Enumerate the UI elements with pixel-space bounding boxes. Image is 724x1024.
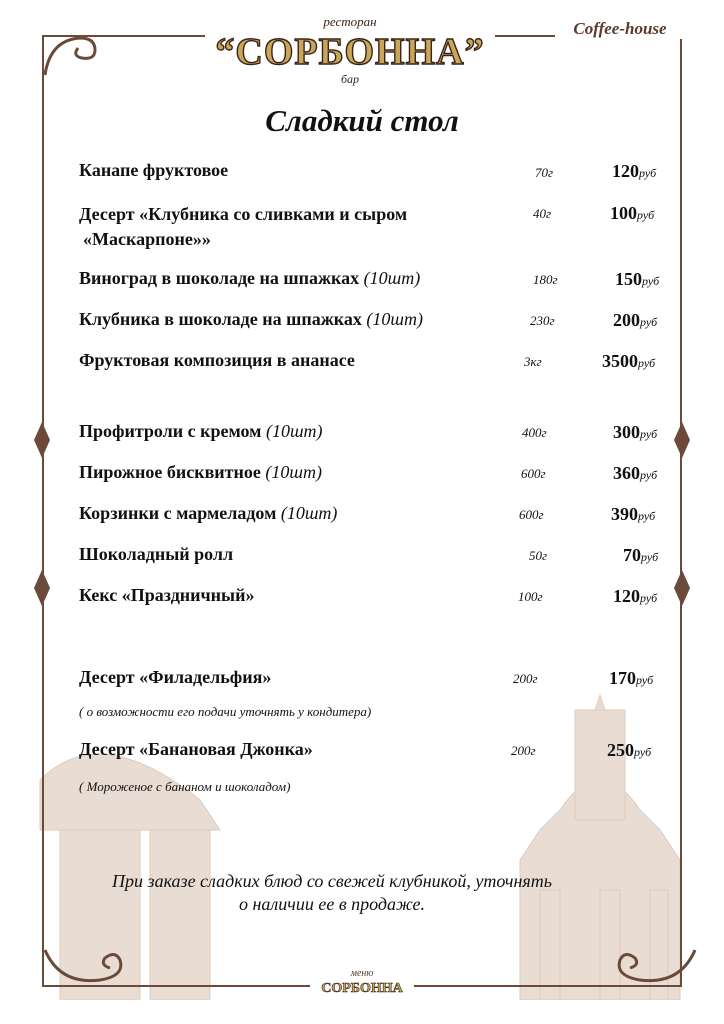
coffee-house-label: Coffee-house [555, 19, 685, 39]
restaurant-logo [205, 14, 495, 84]
menu-item: Профитроли с кремом (10шт) [79, 421, 323, 441]
item-price: 150руб [615, 269, 660, 289]
item-weight: 200г [513, 671, 538, 686]
item-price: 390руб [611, 504, 656, 524]
menu-item: Виноград в шоколаде на шпажках (10шт) [79, 268, 421, 288]
item-price: 70руб [623, 545, 659, 565]
item-price: 360руб [613, 463, 658, 483]
menu-item: Корзинки с мармеладом (10шт) [79, 503, 338, 523]
item-note: ( о возможности его подачи уточнять у кондитера) [79, 704, 372, 719]
item-note: ( Мороженое с бананом и шоколадом) [79, 779, 291, 794]
item-weight: 600г [519, 507, 544, 522]
menu-item: Канапе фруктовое [79, 160, 229, 180]
menu-item: Десерт «Банановая Джонка» [79, 739, 313, 759]
footer-note: При заказе сладких блюд со свежей клубникой, уточнять о наличии ее в продаже. [112, 871, 552, 914]
bottom-right-ornament-icon [590, 940, 700, 995]
item-weight: 100г [518, 589, 543, 604]
logo-bar-word: бар [340, 72, 360, 86]
item-weight: 600г [521, 466, 546, 481]
item-weight: 50г [529, 548, 548, 563]
item-price: 300руб [613, 422, 658, 442]
item-weight: 70г [535, 165, 554, 180]
right-side-ornament-icon [670, 420, 694, 460]
menu-item: Десерт «Филадельфия» [79, 667, 272, 687]
item-price: 250руб [607, 740, 652, 760]
left-side-ornament-icon [30, 420, 54, 460]
left-side-ornament-icon-2 [30, 568, 54, 608]
menu-item: Десерт «Клубника со сливками и сыром «Маскарпоне»» [79, 204, 408, 249]
item-price: 170руб [609, 668, 654, 688]
bottom-logo-name: СОРБОННА [321, 981, 403, 996]
item-weight: 200г [511, 743, 536, 758]
menu-item: Пирожное бисквитное (10шт) [79, 462, 322, 482]
top-left-ornament-icon [40, 30, 100, 80]
bottom-logo-menu-word: меню [350, 968, 374, 979]
page-title: Сладкий стол [265, 103, 459, 138]
menu-item: Кекс «Праздничный» [79, 585, 255, 605]
item-price: 120руб [612, 161, 657, 181]
logo-restaurant-word: ресторан [323, 14, 377, 29]
item-weight: 230г [530, 313, 555, 328]
item-price: 200руб [613, 310, 658, 330]
item-price: 120руб [613, 586, 658, 606]
item-weight: 3кг [524, 354, 542, 369]
bottom-left-ornament-icon [40, 940, 150, 995]
item-price: 100руб [610, 203, 655, 223]
bottom-menu-logo [310, 968, 414, 1004]
item-price: 3500руб [602, 351, 656, 371]
menu-item: Фруктовая композиция в ананасе [79, 350, 355, 370]
menu-item: Шоколадный ролл [79, 544, 234, 564]
right-side-ornament-icon-2 [670, 568, 694, 608]
item-weight: 400г [522, 425, 547, 440]
menu-item: Клубника в шоколаде на шпажках (10шт) [79, 309, 423, 329]
item-weight: 40г [533, 206, 552, 221]
item-weight: 180г [533, 272, 558, 287]
logo-name: “СОРБОННА” [215, 31, 485, 73]
